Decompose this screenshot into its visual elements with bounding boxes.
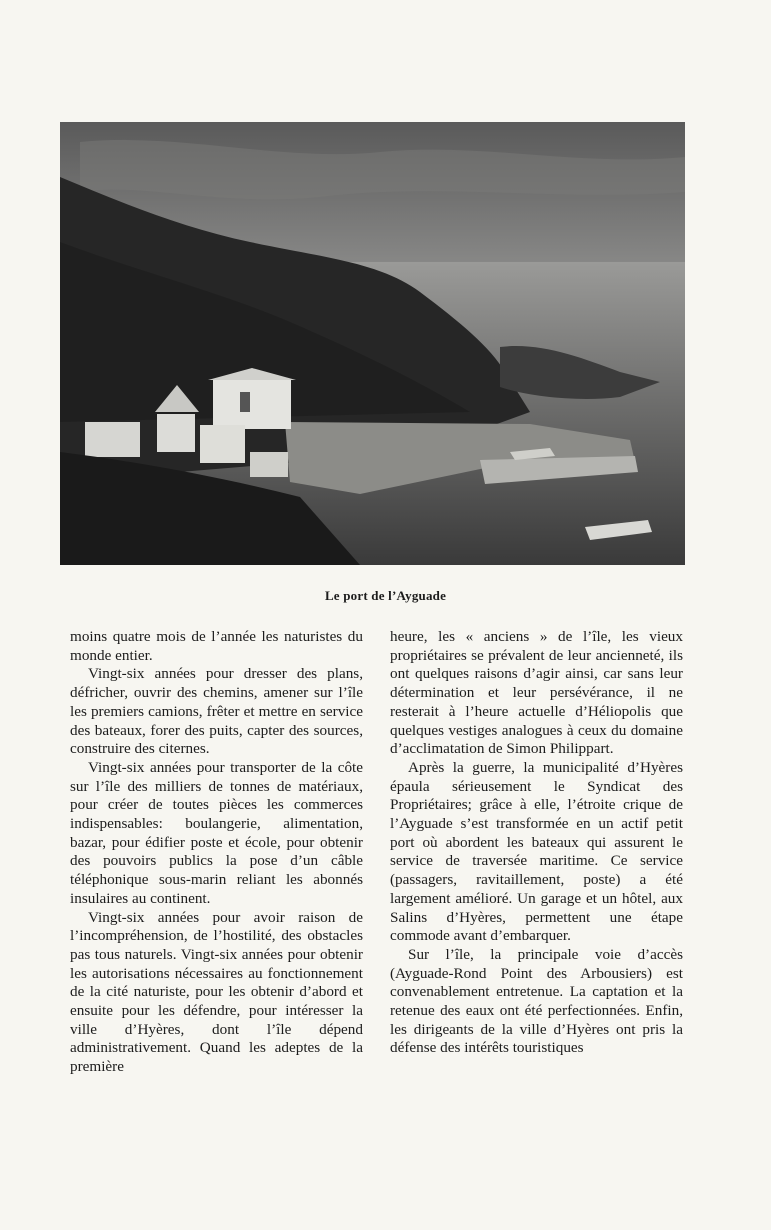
paragraph: Vingt-six années pour avoir raison de l’incompréhension, de l’hostilité, des obstacles pas tous naturels. Vingt-six années pour obtenir les autorisations nécessaires au fonctionnement de la cité naturiste, pour les obtenir d’abord et ensuite pour les défendre, pour intéresser la ville d’Hyères, dont l’île dépend administrativement. Quand les adeptes de la première (70, 908, 363, 1076)
paragraph: Après la guerre, la municipalité d’Hyères épaula sérieusement le Syndicat des Propriétaires; grâce à elle, l’étroite crique de l’Ayguade s’est transformée en un actif petit port où abordent les bateaux qui assurent le service de traversée maritime. Ce service (passagers, ravitaillement, poste) a été largement amélioré. Un garage et un hôtel, aux Salins d’Hyères, permettent une étape commode avant d’embarquer. (390, 758, 683, 945)
text-column-left (70, 628, 363, 1077)
harbour-photo-illustration (60, 122, 685, 565)
paragraph: Vingt-six années pour dresser des plans, défricher, ouvrir des chemins, amener sur l’île les premiers camions, frêter et mettre en service des bateaux, forer des puits, capter des sources, construire des citernes. (70, 665, 363, 758)
paragraph: Vingt-six années pour transporter de la côte sur l’île des milliers de tonnes de matériaux, pour créer de toutes pièces les commerces indispensables: boulangerie, alimentation, bazar, pour édifier poste et école, pour obtenir des pouvoirs publics la pose d’un câble téléphonique sous-marin reliant les abonnés insulaires au continent. (70, 758, 363, 907)
photo-caption: Le port de l’Ayguade (324, 588, 447, 603)
paragraph: Sur l’île, la principale voie d’accès (Ayguade-Rond Point des Arbousiers) est convenablement entretenue. La captation et la retenue des eaux ont été perfectionnées. Enfin, les dirigeants de la ville d’Hyères ont pris la défense des intérêts touristiques (390, 945, 683, 1057)
paragraph: heure, les « anciens » de l’île, les vieux propriétaires se prévalent de leur ancienneté, ils ont quelques raisons d’agir ainsi, car sans leur détermination et leur persévérance, il ne resterait à l’heure actuelle d’Héliopolis que quelques vestiges analogues à ceux du domaine d’acclimatation de Simon Philippart. (390, 628, 683, 758)
paragraph: moins quatre mois de l’année les naturistes du monde entier. (70, 628, 363, 664)
harbour-photo (60, 122, 685, 565)
text-column-right (390, 628, 683, 1058)
